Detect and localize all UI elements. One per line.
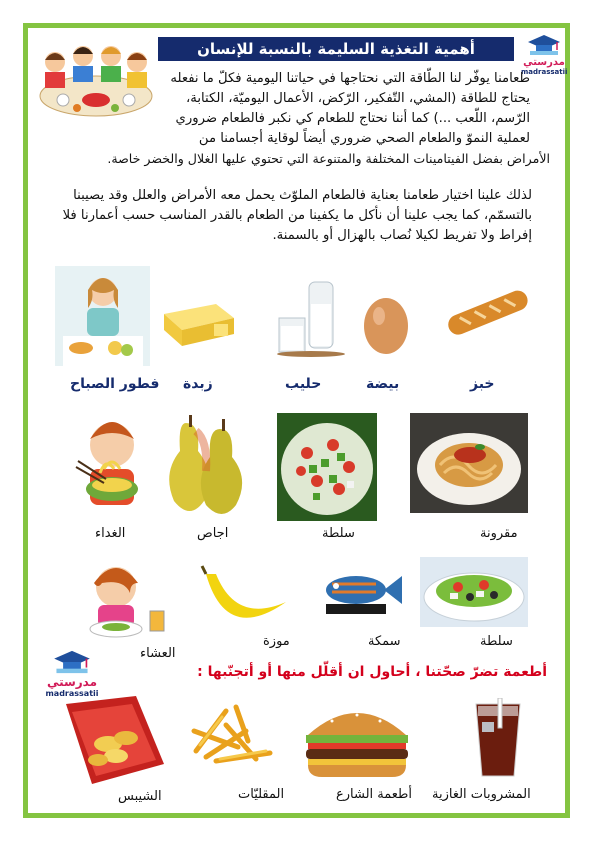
caption-butter: زبدة — [183, 376, 213, 392]
caption-fried-food: المقليّات — [238, 787, 285, 802]
egg-image — [360, 290, 412, 356]
caption-fish: سمكة — [368, 634, 401, 649]
caption-street-food: أطعمة الشارع — [336, 787, 413, 802]
green-salad-image — [420, 557, 528, 627]
caption-soft-drinks: المشروبات الغازية — [432, 787, 531, 802]
harmful-food-heading: أطعمة تضرّ صحّتنا ، أحاول ان أقلّل منها أو أتجنّبها : — [197, 664, 547, 680]
girl-dinner-image — [72, 557, 174, 643]
paragraph-line: يحتاج للطاقة (المشي، التّفكير، الرّكض، الأعمال اليوميّة، الكتابة، — [186, 91, 530, 106]
fish-image — [316, 560, 404, 620]
page-title: أهمية التغذية السليمة بالنسبة للإنسان — [158, 37, 514, 61]
pasta-image — [410, 413, 528, 513]
caption-pears: اجاص — [197, 526, 229, 541]
fries-image — [186, 701, 280, 767]
advice-paragraph — [40, 186, 532, 246]
caption-green-salad: سلطة — [480, 634, 513, 649]
caption-salad: سلطة — [322, 526, 355, 541]
breakfast-girl-image — [55, 266, 150, 366]
bottom-logo — [44, 648, 100, 698]
soda-image — [468, 698, 528, 780]
logo-arabic: مدرستي — [523, 57, 565, 68]
logo-latin: madrassatii — [45, 689, 99, 698]
caption-lunch: الغداء — [95, 526, 126, 541]
paragraph-line: لذلك علينا اختيار طعامنا بعناية فالطعام الملوّث يحمل معه الأمراض والعلل وقد يصيبنا — [73, 188, 532, 203]
paragraph-line: طعامنا يوفّر لنا الطّاقة التي نحتاجها في حياتنا اليومية فكلّ ما نفعله — [170, 71, 530, 86]
paragraph-line: الأمراض بفضل الفيتامينات المختلفة والمتنوعة التي تحتوي عليها الغلال والخضر خاصة. — [107, 151, 550, 166]
burger-image — [302, 701, 412, 779]
graduation-cap-icon — [52, 648, 92, 676]
banana-image — [200, 560, 292, 640]
paragraph-line: بالتسمّم، كما يجب علينا أن نأكل ما يكفينا من الطعام بالقدر المناسب حسب أعمارنا فلا — [62, 208, 532, 223]
graduation-cap-icon — [526, 33, 562, 57]
caption-bread: خبز — [470, 376, 495, 392]
milk-image — [273, 278, 348, 358]
caption-banana: موزة — [263, 634, 290, 649]
caption-egg: بيضة — [366, 376, 400, 392]
bread-image — [440, 285, 535, 340]
paragraph-line: إفراط ولا تفريط لكيلا نُصاب بالهزال أو بالسمنة. — [272, 228, 532, 243]
caption-chips: الشيبس — [118, 789, 162, 804]
pears-image — [160, 413, 248, 521]
butter-image — [160, 290, 240, 350]
boy-eating-noodles-image — [70, 413, 152, 521]
salad-bowl-image — [277, 413, 377, 521]
chips-image — [62, 694, 168, 786]
paragraph-line: لعملية النموّ والطعام الصحي ضروري أيضاً لوقاية أجسامنا من — [198, 131, 530, 146]
caption-milk: حليب — [285, 376, 322, 392]
caption-pasta: مقرونة — [480, 526, 518, 541]
paragraph-line: الرّسم، اللّعب ...) كما أننا نحتاج للطعام كي نكبر فالطعام ضروري — [175, 111, 530, 126]
caption-dinner: العشاء — [140, 646, 176, 661]
caption-breakfast: فطور الصباح — [70, 376, 160, 392]
logo-latin: madrassatii — [521, 68, 568, 76]
logo-arabic: مدرستي — [46, 675, 98, 689]
